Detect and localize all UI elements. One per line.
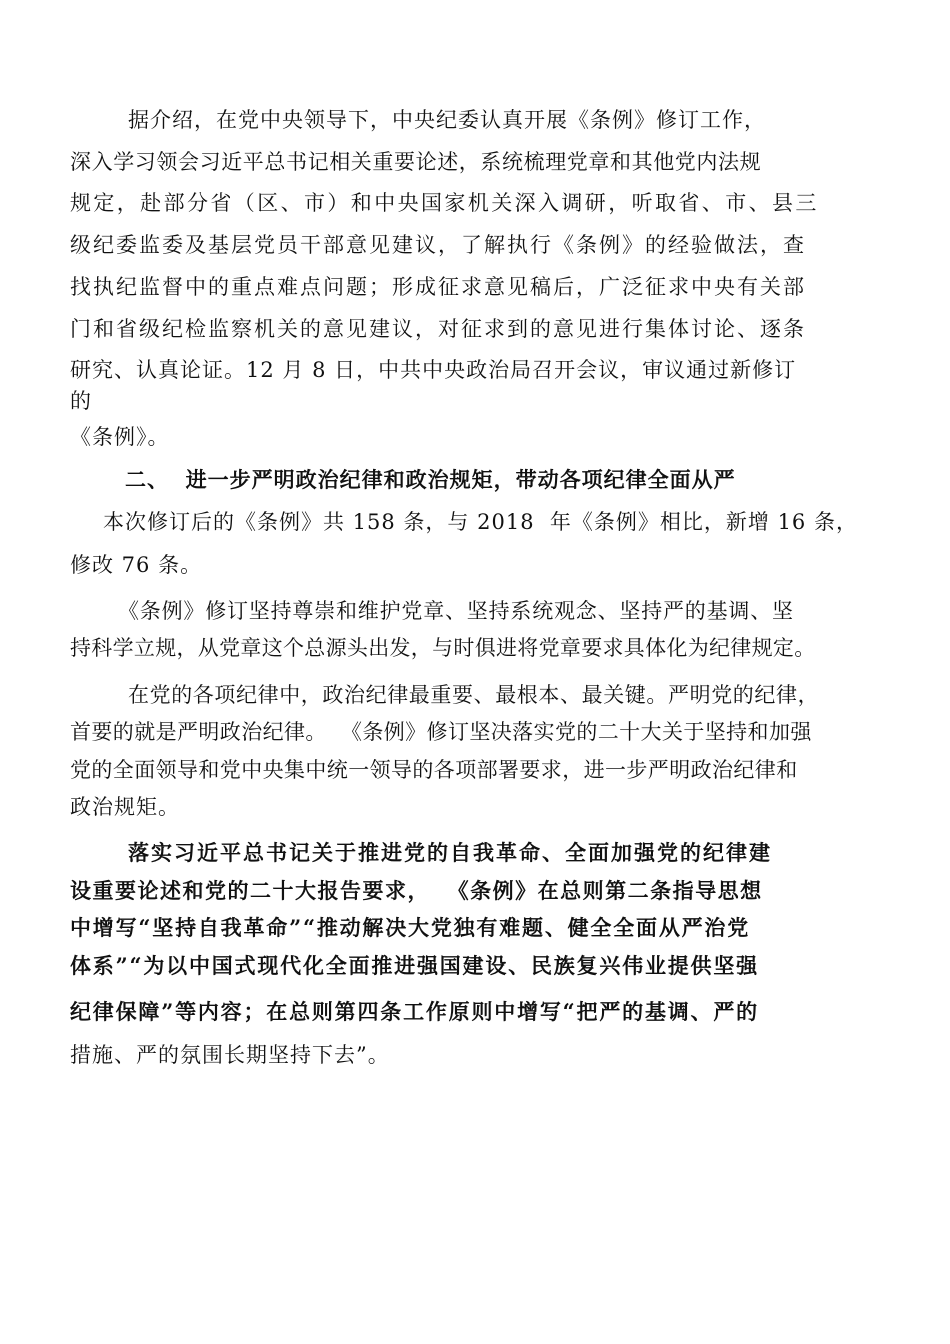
paragraph-1-line-2: 深入学习领会习近平总书记相关重要论述，系统梳理党章和其他党内法规 [70,150,762,174]
paragraph-1-line-5: 找执纪监督中的重点难点问题；形成征求意见稿后，广泛征求中央有关部 [70,275,806,299]
paragraph-1-line-6: 门和省级纪检监察机关的意见建议，对征求到的意见进行集体讨论、逐条 [70,317,806,341]
paragraph-1-line-1: 据介绍，在党中央领导下，中央纪委认真开展《条例》修订工作， [128,108,766,132]
paragraph-5-line-5: 纪律保障”等内容；在总则第四条工作原则中增写“把严的基调、严的 [70,999,759,1024]
paragraph-2-line-2: 修改 76 条。 [70,553,203,577]
paragraph-1-line-4: 级纪委监委及基层党员干部意见建议，了解执行《条例》的经验做法，查 [70,233,806,257]
paragraph-1-line-3: 规定，赴部分省（区、市）和中央国家机关深入调研，听取省、市、县三 [70,191,819,215]
paragraph-3-line-1: 《条例》修订坚持尊崇和维护党章、坚持系统观念、坚持严的基调、坚 [118,599,794,623]
paragraph-5-line-6: 措施、严的氛围长期坚持下去”。 [70,1043,390,1067]
paragraph-3-line-2: 持科学立规，从党章这个总源头出发，与时俱进将党章要求具体化为纪律规定。 [70,636,816,660]
section-heading-2: 二、 进一步严明政治纪律和政治规矩，带动各项纪律全面从严 [125,468,736,492]
paragraph-4-line-1: 在党的各项纪律中，政治纪律最重要、最根本、最关键。严明党的纪律， [128,683,820,707]
paragraph-5-line-2: 设重要论述和党的二十大报告要求， 《条例》在总则第二条指导思想 [70,878,763,903]
paragraph-5-line-1: 落实习近平总书记关于推进党的自我革命、全面加强党的纪律建 [128,840,772,865]
paragraph-4-line-4: 政治规矩。 [70,795,180,819]
paragraph-1-line-7: 研究、认真论证。12 月 8 日，中共中央政治局召开会议，审议通过新修订 [70,358,797,382]
paragraph-5-line-3: 中增写“坚持自我革命”“推动解决大党独有难题、健全全面从严治党 [70,915,751,940]
paragraph-1-line-8: 的 [70,389,92,413]
paragraph-2-line-1: 本次修订后的《条例》共 158 条，与 2018 年《条例》相比，新增 16 条， [103,510,858,534]
paragraph-4-line-3: 党的全面领导和党中央集中统一领导的各项部署要求，进一步严明政治纪律和 [70,758,798,782]
paragraph-4-line-2: 首要的就是严明政治纪律。 《条例》修订坚决落实党的二十大关于坚持和加强 [70,720,812,744]
paragraph-5-line-4: 体系”“为以中国式现代化全面推进强国建设、民族复兴伟业提供坚强 [70,953,759,978]
paragraph-1-line-9: 《条例》。 [70,425,170,449]
